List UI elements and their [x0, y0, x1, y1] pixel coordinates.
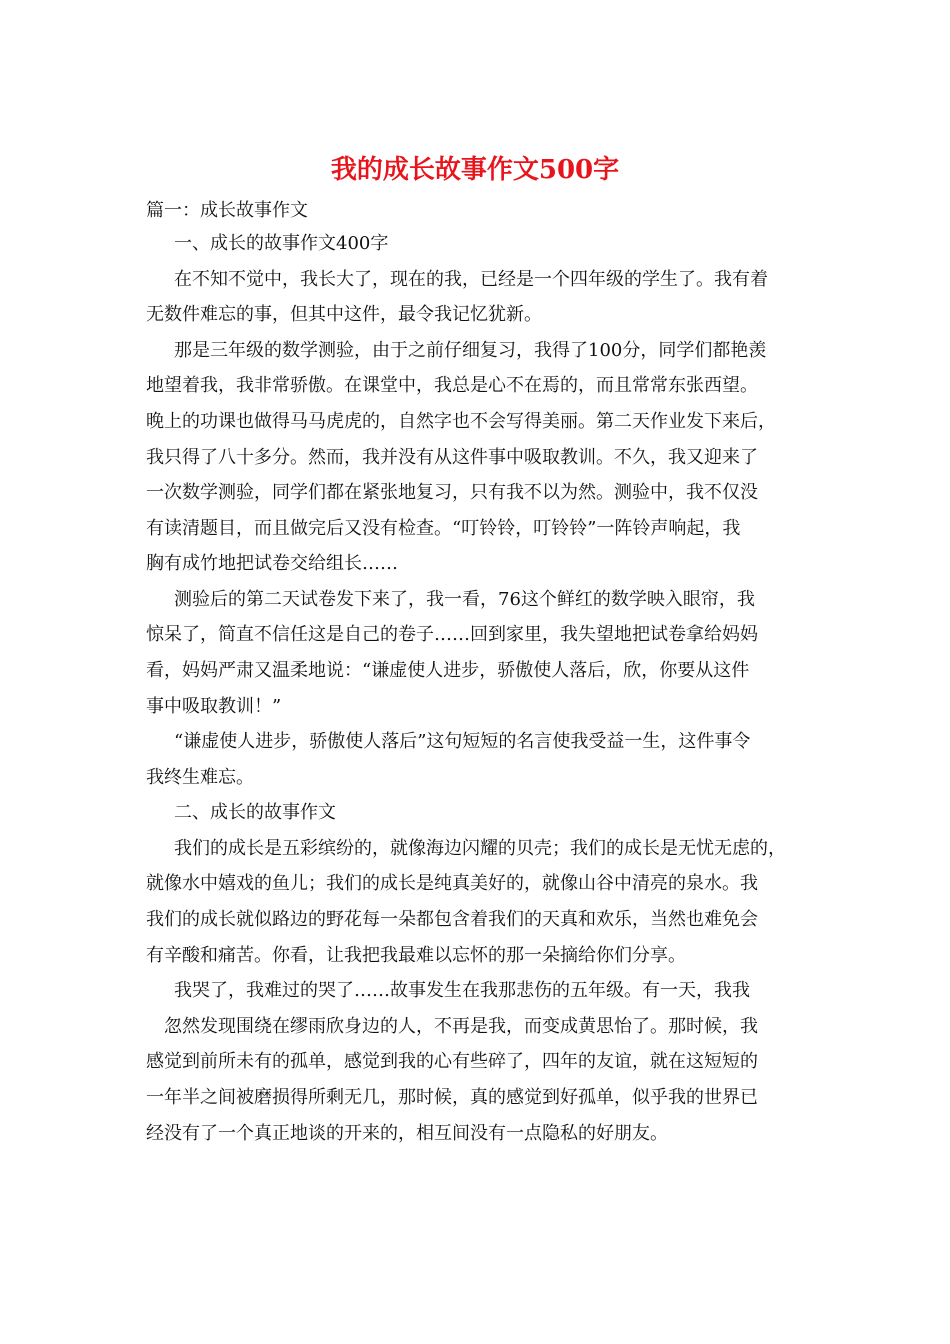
paragraph-line: 有辛酸和痛苦。你看，让我把我最难以忘怀的那一朵摘给你们分享。: [146, 945, 686, 966]
paragraph-line: 无数件难忘的事，但其中这件，最令我记忆犹新。: [146, 304, 542, 325]
paragraph-line: 地望着我，我非常骄傲。在课堂中，我总是心不在焉的，而且常常东张西望。: [146, 375, 758, 396]
paragraph-line: 我们的成长是五彩缤纷的，就像海边闪耀的贝壳；我们的成长是无忧无虑的，: [174, 838, 786, 859]
paragraph-line: 就像水中嬉戏的鱼儿；我们的成长是纯真美好的，就像山谷中清亮的泉水。我: [146, 873, 758, 894]
paragraph-line: 在不知不觉中，我长大了，现在的我，已经是一个四年级的学生了。我有着: [174, 269, 768, 290]
paragraph-line: 我终生难忘。: [146, 767, 254, 788]
paragraph-line: 那是三年级的数学测验，由于之前仔细复习，我得了100分，同学们都艳羡: [174, 340, 767, 361]
paragraph-line: 忽然发现围绕在缪雨欣身边的人，不再是我，而变成黄思怡了。那时候，我: [164, 1016, 758, 1037]
subsection-heading-two: 二、成长的故事作文: [174, 802, 336, 823]
paragraph-line: 感觉到前所未有的孤单，感觉到我的心有些碎了，四年的友谊，就在这短短的: [146, 1051, 758, 1072]
paragraph-line: 事中吸取教训！”: [146, 696, 282, 717]
section-heading-part-one: 篇一：成长故事作文: [146, 200, 308, 221]
paragraph-line: 晚上的功课也做得马马虎虎的，自然字也不会写得美丽。第二天作业发下来后，: [146, 411, 776, 432]
paragraph-line: “谦虚使人进步，骄傲使人落后”这句短短的名言使我受益一生，这件事令: [174, 731, 751, 752]
paragraph-line: 看，妈妈严肃又温柔地说：“谦虚使人进步，骄傲使人落后，欣，你要从这件: [146, 660, 750, 681]
paragraph-line: 经没有了一个真正地谈的开来的，相互间没有一点隐私的好朋友。: [146, 1123, 668, 1144]
paragraph-line: 胸有成竹地把试卷交给组长……: [146, 553, 398, 574]
paragraph-line: 我们的成长就似路边的野花每一朵都包含着我们的天真和欢乐，当然也难免会: [146, 909, 758, 930]
document-title: 我的成长故事作文500字: [330, 155, 620, 185]
paragraph-line: 一次数学测验，同学们都在紧张地复习，只有我不以为然。测验中，我不仅没: [146, 482, 758, 503]
subsection-heading-one: 一、成长的故事作文400字: [174, 233, 389, 254]
paragraph-line: 我只得了八十多分。然而，我并没有从这件事中吸取教训。不久，我又迎来了: [146, 447, 758, 468]
paragraph-line: 有读清题目，而且做完后又没有检查。“叮铃铃，叮铃铃”一阵铃声响起，我: [146, 518, 741, 539]
paragraph-line: 一年半之间被磨损得所剩无几，那时候，真的感觉到好孤单，似乎我的世界已: [146, 1087, 758, 1108]
paragraph-line: 我哭了，我难过的哭了……故事发生在我那悲伤的五年级。有一天，我我: [174, 980, 750, 1001]
paragraph-line: 测验后的第二天试卷发下来了，我一看，76这个鲜红的数学映入眼帘，我: [174, 589, 755, 610]
paragraph-line: 惊呆了，简直不信任这是自己的卷子……回到家里，我失望地把试卷拿给妈妈: [146, 624, 758, 645]
